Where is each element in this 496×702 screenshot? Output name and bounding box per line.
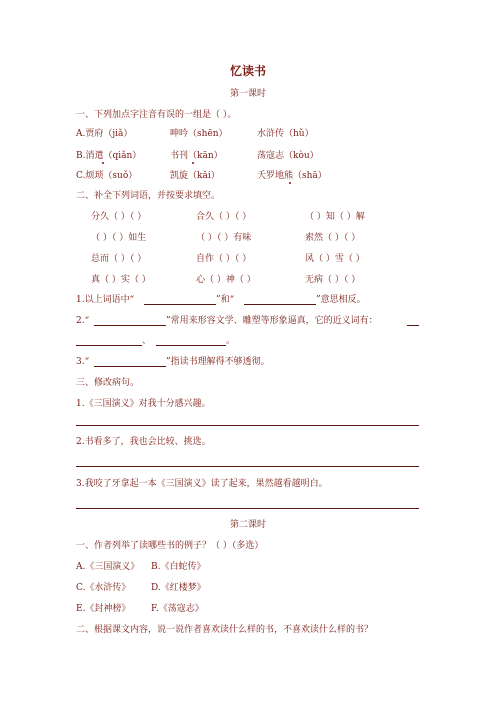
answer-blank[interactable]: [144, 304, 216, 305]
q2-s2-period: 。: [226, 336, 236, 346]
q2-s3-part-b: ”指读书理解得不够透彻。: [166, 357, 270, 367]
q1-option-a-3: 水浒传（hǔ）: [257, 129, 314, 139]
word-cell: 风（ ）雪（ ）: [305, 254, 365, 264]
word-cell: 总而（ ）（ ）: [91, 254, 147, 264]
book-option: D.《红楼梦》: [151, 583, 206, 593]
word-cell: 无病（ ）（ ）: [305, 275, 361, 285]
q1-heading: 一、下列加点字注音有误的一组是（ ）。: [76, 110, 237, 120]
word-cell: 索然（ ）（ ）: [305, 233, 361, 243]
book-option: E.《封神榜》: [76, 604, 131, 614]
lesson-two-heading: 第二课时: [229, 520, 266, 530]
word-cell: （ ）（ ）如生: [91, 233, 147, 243]
q2-s1-part-a: 1.以上词语中“: [76, 295, 135, 305]
q1-option-b-1: B.消遣（qiǎn）: [76, 151, 142, 161]
p2-q1-heading: 一、作者列举了读哪些书的例子？（ ）（多选）: [76, 541, 264, 551]
q2-s2-comma: 、: [142, 336, 152, 346]
emphasis-dot: [289, 182, 291, 184]
p2-q2-heading: 二、根据课文内容，说一说作者喜欢读什么样的书，不喜欢读什么样的书？: [76, 625, 374, 635]
answer-line[interactable]: [76, 466, 419, 467]
answer-blank[interactable]: [156, 345, 226, 346]
word-cell: 真（ ）实（ ）: [91, 275, 151, 285]
emphasis-dot: [192, 162, 194, 164]
q1-option-b-2: 书刊（kān）: [170, 151, 223, 161]
word-cell: 合久（ ）（ ）: [196, 212, 252, 222]
q1-option-a-2: 呻吟（shēn）: [170, 129, 228, 139]
answer-line[interactable]: [76, 508, 419, 509]
book-option: F.《荡寇志》: [151, 604, 204, 614]
q3-heading: 三、修改病句。: [76, 378, 140, 388]
q1-option-a-1: A.贾府（jiǎ）: [76, 129, 133, 139]
q2-heading: 二、补全下列词语，并按要求填空。: [76, 191, 221, 201]
page-title: 忆读书: [229, 64, 266, 78]
q1-option-c-3: 夭罗地熊（shā）: [257, 171, 327, 181]
q2-s1-part-b: ”和“: [216, 295, 235, 305]
word-cell: （ ）知（ ）解: [305, 212, 365, 222]
q1-option-b-3: 荡寇志（kòu）: [257, 151, 319, 161]
word-cell: 心（ ）神（ ）: [196, 275, 256, 285]
word-cell: （ ）（ ）有味: [196, 233, 252, 243]
answer-blank[interactable]: [94, 366, 166, 367]
word-cell: 自作（ ）（ ）: [196, 254, 252, 264]
lesson-one-heading: 第一课时: [229, 89, 266, 99]
answer-blank[interactable]: [407, 325, 419, 326]
sentence-item: 1.《三国演义》对我十分感兴趣。: [76, 399, 211, 409]
q2-s2-part-a: 2.“: [76, 316, 90, 326]
book-option: A.《三国演义》: [76, 562, 140, 572]
q2-s3-part-a: 3.“: [76, 357, 90, 367]
sentence-item: 2.书看多了，我也会比较、挑选。: [76, 437, 211, 447]
answer-line[interactable]: [76, 425, 419, 426]
answer-blank[interactable]: [94, 325, 166, 326]
sentence-item: 3.我咬了牙拿起一本《三国演义》读了起来，果然越看越明白。: [76, 479, 328, 489]
word-cell: 分久（ ）（ ）: [91, 212, 147, 222]
answer-blank[interactable]: [244, 304, 316, 305]
book-option: B.《白蛇传》: [151, 562, 206, 572]
q2-s1-part-c: ”意思相反。: [316, 295, 366, 305]
q2-s2-part-b: ”常用来形容文学、雕塑等形象逼真，它的近义词有：: [166, 316, 378, 326]
emphasis-dot: [102, 162, 104, 164]
q1-option-c-2: 凯旋（kǎi）: [170, 171, 220, 181]
book-option: C.《水浒传》: [76, 583, 131, 593]
answer-blank[interactable]: [76, 345, 142, 346]
q1-option-c-1: C.烦琐（suǒ）: [76, 171, 138, 181]
